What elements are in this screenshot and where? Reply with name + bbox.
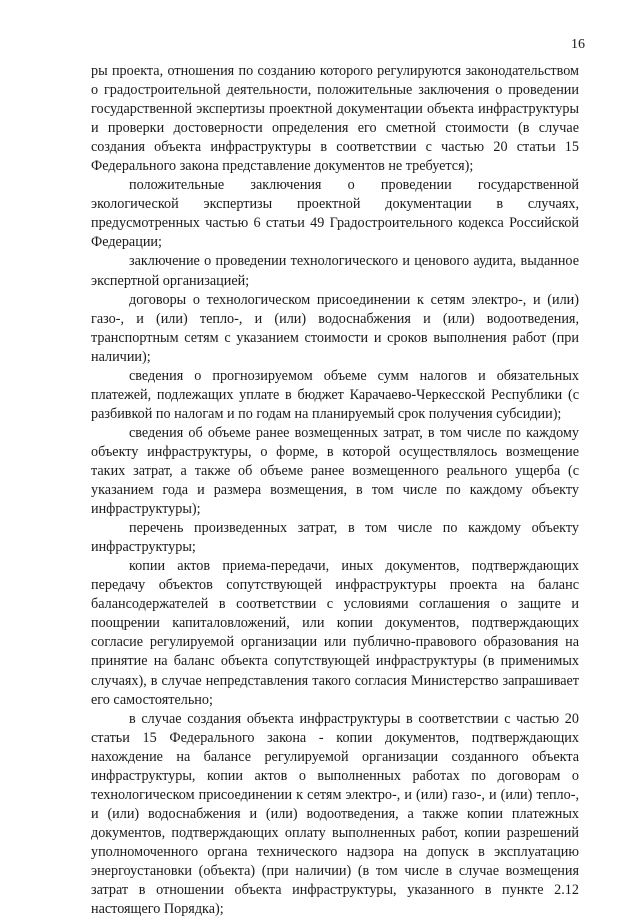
paragraph-ecological-expertise: положительные заключения о проведении государственной экологической экспертизы проектной документации в случаях, предусмотренных частью 6 статьи 49 Градостроительного кодекса Российской Федерации; [91, 177, 579, 251]
document-body [91, 62, 579, 919]
paragraph-tax-forecast: сведения о прогнозируемом объеме сумм налогов и обязательных платежей, подлежащих уплате в бюджет Карачаево-Черкесской Республики (с разбивкой по налогам и по годам на планируемый срок получения субсидии); [91, 367, 579, 422]
paragraph-connection-contracts: договоры о технологическом присоединении к сетям электро-, и (или) газо-, и (или) тепло-, и (или) водоснабжения и (или) водоотведения, транспортным сетям с указанием стоимости и сроков выполнения работ (при наличии); [91, 291, 579, 365]
paragraph-continuation: ры проекта, отношения по созданию которого регулируются законодательством о градостроительной деятельности, положительные заключения о проведении государственной экспертизы проектной документации объекта инфраструктуры и проверки достоверности определения его сметной стоимости (в случае создания объекта инфраструктуры в соответствии с частью 20 статьи 15 Федерального закона представление документов не требуется); [91, 63, 579, 175]
paragraph-transfer-acts: копии актов приема-передачи, иных документов, подтверждающих передачу объектов сопутствующей инфраструктуры проекта на баланс балансодержателей в соответствии с условиями соглашения о защите и поощрении капиталовложений, или копии документов, подтверждающих согласие регулируемой организации или публично-правового образования на принятие на баланс объекта сопутствующей инфраструктуры (в применимых случаях), в случае непредставления такого согласия Министерство запрашивает его самостоятельно; [91, 558, 579, 708]
page-number: 16 [571, 37, 585, 52]
paragraph-infrastructure-documents: в случае создания объекта инфраструктуры в соответствии с частью 20 статьи 15 Федерального закона - копии документов, подтверждающих нахождение на балансе регулируемой организации созданного объекта инфраструктуры, копии актов о выполненных работах по договорам о технологическом присоединении к сетям электро-, и (или) газо-, и (или) тепло-, и (или) водоснабжения и (или) водоотведения, а также копии платежных документов, подтверждающих оплату выполненных работ, копии разрешений уполномоченного органа технического надзора на допуск в эксплуатацию энергоустановки (объекта) (при наличии) (в том числе в случае возмещения затрат в отношении объекта инфраструктуры, указанного в пункте 2.12 настоящего Порядка); [91, 710, 579, 918]
paragraph-reimbursed-costs: сведения об объеме ранее возмещенных затрат, в том числе по каждому объекту инфраструктуры, о форме, в которой осуществлялось возмещение таких затрат, а также об объеме ранее возмещенного реального ущерба (с указанием года и размера возмещения, в том числе по каждому объекту инфраструктуры); [91, 424, 579, 518]
paragraph-audit-conclusion: заключение о проведении технологического и ценового аудита, выданное экспертной организацией; [91, 253, 579, 289]
paragraph-costs-list: перечень произведенных затрат, в том числе по каждому объекту инфраструктуры; [91, 520, 579, 556]
